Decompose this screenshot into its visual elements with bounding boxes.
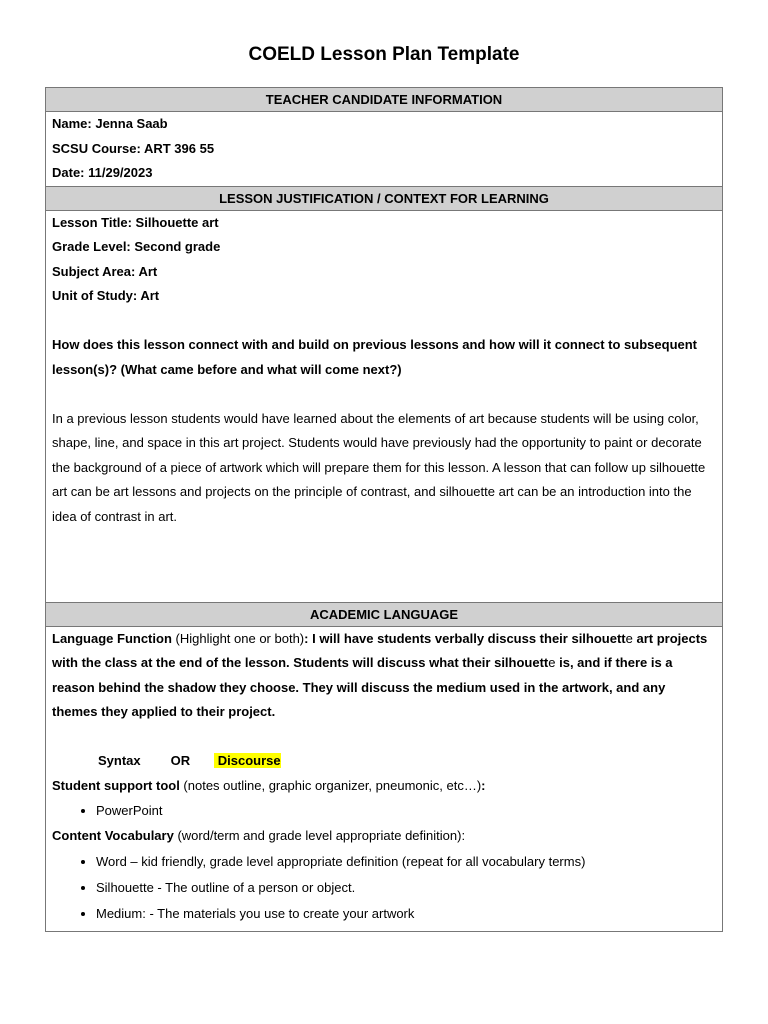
academic-language-cell	[46, 627, 722, 931]
document-title: COELD Lesson Plan Template	[248, 44, 520, 65]
student-support-tool-hint: (notes outline, graphic organizer, pneumonic, etc…)	[179, 777, 482, 793]
connection-question: How does this lesson connect with and build on previous lessons and how will it connect to subsequent lesson(s)? (What came before and what will come next?)	[52, 337, 698, 377]
teacher-info-cell	[46, 112, 722, 186]
subject-area: Subject Area: Art	[52, 263, 158, 279]
student-support-tool	[52, 774, 714, 799]
language-function-letter: e	[625, 630, 633, 646]
language-function-text: is, and if there is a reason behind the shadow they choose. They will discuss the medium used in the artwork, and any themes they applied to their project.	[52, 655, 673, 719]
language-function	[52, 627, 714, 725]
language-function-label: Language Function	[52, 630, 172, 646]
syntax-option: Syntax	[98, 753, 141, 768]
or-label: OR	[170, 753, 191, 768]
content-vocabulary	[52, 824, 714, 849]
student-support-tool-label: Student support tool	[52, 777, 180, 793]
justification-header: LESSON JUSTIFICATION / CONTEXT FOR LEARNING	[46, 186, 722, 211]
list-item: • PowerPoint	[96, 798, 714, 824]
lesson-plan-table	[45, 87, 723, 932]
language-function-letter: e	[548, 655, 556, 670]
scsu-course: SCSU Course: ART 396 55	[52, 140, 215, 156]
teacher-name: Name: Jenna Saab	[52, 116, 168, 131]
justification-cell	[46, 211, 722, 602]
list-item: • Silhouette - The outline of a person or object.	[96, 875, 714, 901]
list-item: • Medium: - The materials you use to create your artwork	[96, 901, 714, 927]
lesson-date: Date: 11/29/2023	[52, 165, 153, 180]
unit-of-study: Unit of Study: Art	[52, 288, 160, 303]
student-support-tool-colon: :	[481, 777, 486, 793]
content-vocabulary-list	[52, 849, 714, 927]
lesson-title: Lesson Title: Silhouette art	[52, 214, 219, 230]
connection-answer: In a previous lesson students would have learned about the elements of art because students will be using color, shape, line, and space in this art project. Students would have previously had the opportunity to paint or decorate the background of a piece of artwork which will prepare them for this lesson. A lesson that can follow up silhouette art can be art lessons and projects on the principle of contrast, and silhouette art can be an introduction into the idea of contrast in art.	[52, 410, 706, 524]
language-function-text: art projects with the class at the end of the lesson. Students will discuss what their silhouett	[52, 630, 708, 670]
list-item: • Word – kid friendly, grade level appropriate definition (repeat for all vocabulary terms)	[96, 849, 714, 875]
discourse-option-highlight	[214, 753, 280, 768]
language-options	[52, 749, 714, 774]
grade-level: Grade Level: Second grade	[52, 239, 221, 254]
language-function-hint: (Highlight one or both)	[171, 630, 305, 646]
discourse-option: Discourse	[214, 753, 281, 768]
content-vocabulary-label: Content Vocabulary	[52, 828, 174, 843]
language-function-colon: :	[304, 630, 313, 646]
student-support-tool-list	[52, 798, 714, 824]
academic-language-header: ACADEMIC LANGUAGE	[46, 602, 722, 627]
content-vocabulary-hint: (word/term and grade level appropriate definition):	[173, 828, 466, 843]
teacher-info-header: TEACHER CANDIDATE INFORMATION	[46, 88, 722, 112]
language-function-text: I will have students verbally discuss their silhouett	[312, 630, 626, 646]
